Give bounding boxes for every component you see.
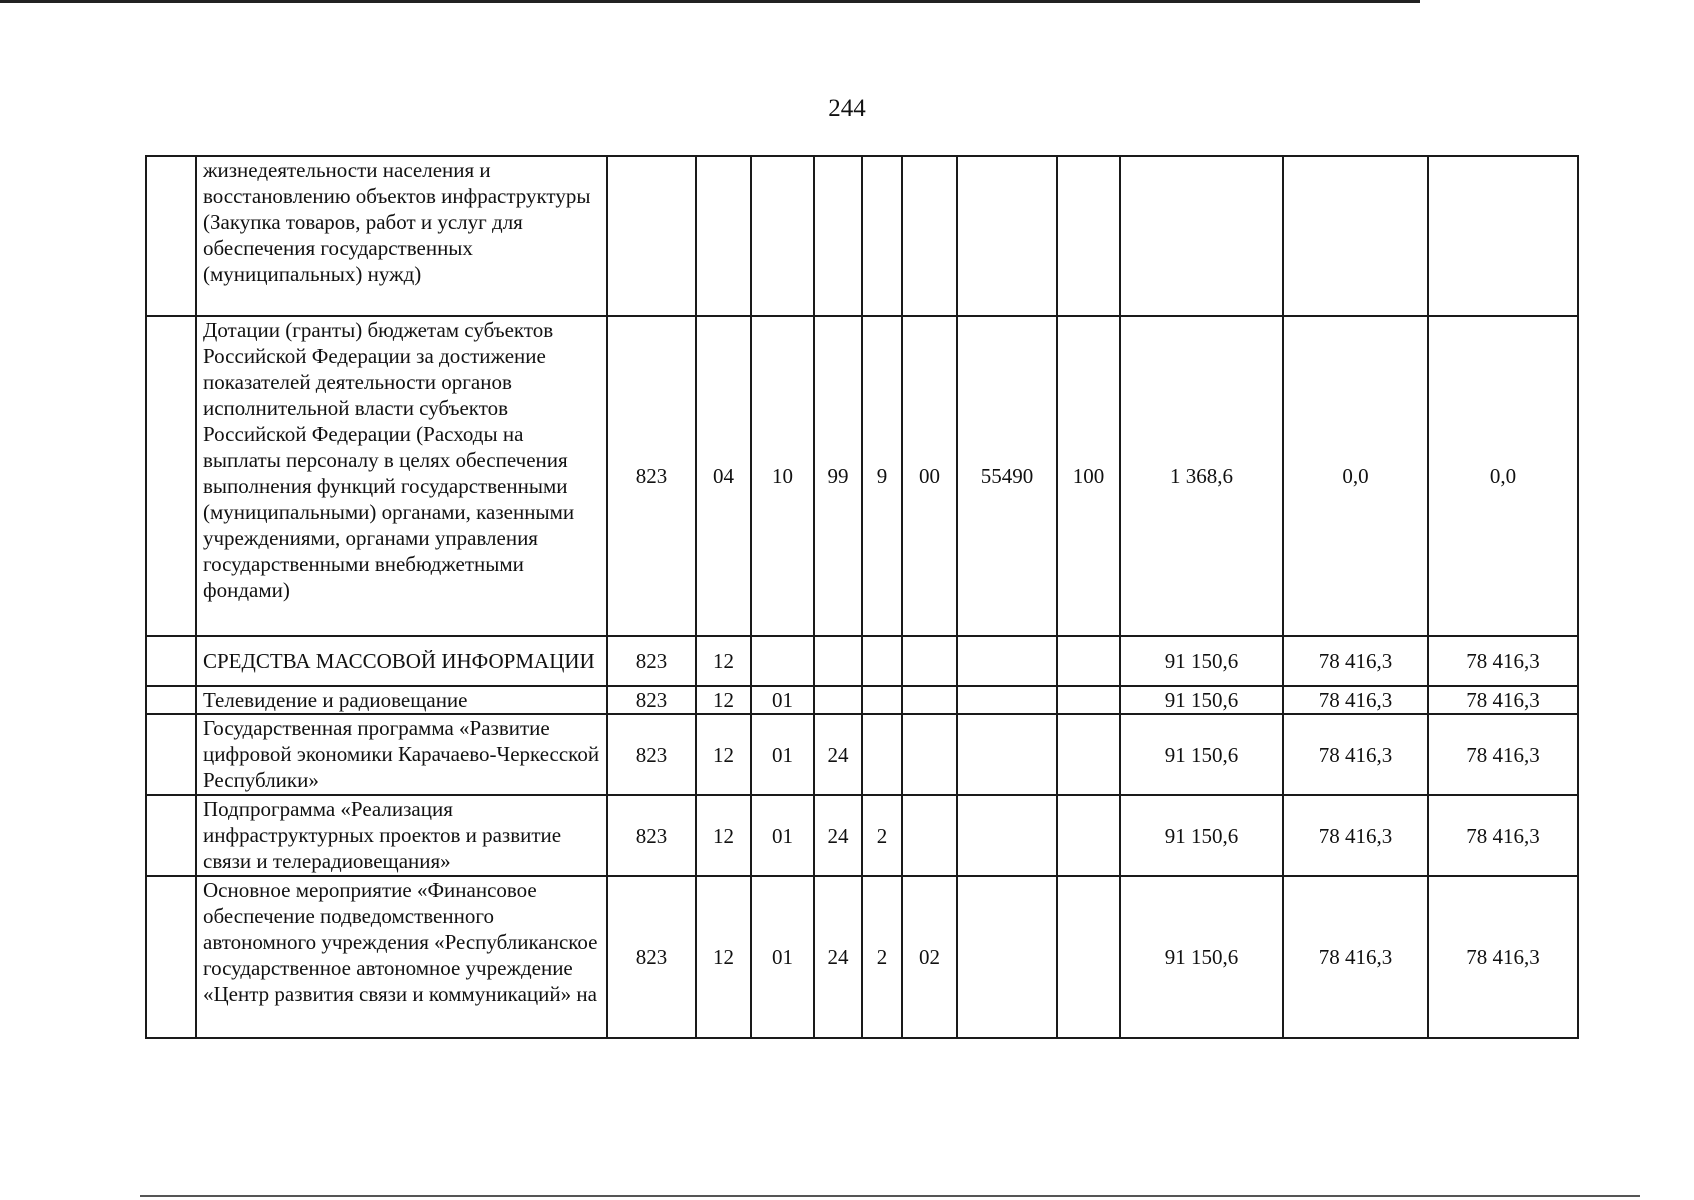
sum-year-3: 78 416,3 [1428,876,1578,1038]
sum-year-3: 0,0 [1428,316,1578,636]
sum-year-3: 78 416,3 [1428,636,1578,686]
table-row [146,316,1578,636]
ved-code: 823 [607,316,696,636]
sum-year-1: 91 150,6 [1120,686,1283,714]
expense-type-code [1057,795,1120,876]
sum-year-1: 91 150,6 [1120,795,1283,876]
sum-year-1: 91 150,6 [1120,714,1283,795]
direction-code [957,795,1057,876]
table-row [146,876,1578,1038]
expense-type-code: 100 [1057,316,1120,636]
subprogram-code [862,714,902,795]
section-code: 12 [696,876,751,1038]
sum-year-2: 78 416,3 [1283,795,1428,876]
index-cell [146,714,196,795]
item-name: Дотации (гранты) бюджетам субъектов Российской Федерации за достижение показателей деятельности органов исполнительной власти субъектов Российской Федерации (Расходы на выплаты персоналу в целях обеспечения выполнения функций государственными (муниципальными) органами, казенными учреждениями, органами управления государственными внебюджетными фондами) [196,316,607,636]
direction-code [957,876,1057,1038]
sum-year-3: 78 416,3 [1428,714,1578,795]
sum-year-3: 78 416,3 [1428,686,1578,714]
subprogram-code: 2 [862,795,902,876]
bottom-rule [140,1195,1640,1197]
sum-year-2: 78 416,3 [1283,876,1428,1038]
subsection-code [751,636,814,686]
sum-year-2: 0,0 [1283,316,1428,636]
program-code [814,686,862,714]
event-code: 00 [902,316,957,636]
budget-table [145,155,1579,1039]
expense-type-code [1057,876,1120,1038]
section-code: 12 [696,686,751,714]
program-code [814,636,862,686]
table-row [146,156,1578,316]
index-cell [146,636,196,686]
index-cell [146,795,196,876]
event-code [902,714,957,795]
sum-year-2: 78 416,3 [1283,714,1428,795]
section-code: 12 [696,636,751,686]
page-number: 244 [828,95,866,122]
event-code [902,636,957,686]
event-code [902,795,957,876]
ved-code: 823 [607,876,696,1038]
table-row [146,714,1578,795]
subprogram-code: 2 [862,876,902,1038]
item-name: Телевидение и радиовещание [196,686,607,714]
index-cell [146,876,196,1038]
sum-year-3: 78 416,3 [1428,795,1578,876]
expense-type-code [1057,686,1120,714]
section-code [696,156,751,316]
direction-code [957,714,1057,795]
ved-code: 823 [607,636,696,686]
top-rule [0,0,1420,3]
sum-year-1: 91 150,6 [1120,876,1283,1038]
index-cell [146,316,196,636]
subprogram-code: 9 [862,316,902,636]
event-code: 02 [902,876,957,1038]
program-code: 24 [814,876,862,1038]
subprogram-code [862,636,902,686]
sum-year-3 [1428,156,1578,316]
expense-type-code [1057,156,1120,316]
subsection-code: 01 [751,876,814,1038]
item-name: Подпрограмма «Реализация инфраструктурных проектов и развитие связи и телерадиовещания» [196,795,607,876]
direction-code: 55490 [957,316,1057,636]
direction-code [957,156,1057,316]
ved-code [607,156,696,316]
sum-year-2: 78 416,3 [1283,686,1428,714]
section-code: 12 [696,795,751,876]
table-row [146,636,1578,686]
section-code: 04 [696,316,751,636]
subsection-code [751,156,814,316]
expense-type-code [1057,636,1120,686]
subsection-code: 01 [751,686,814,714]
ved-code: 823 [607,714,696,795]
program-code [814,156,862,316]
subprogram-code [862,686,902,714]
section-code: 12 [696,714,751,795]
program-code: 99 [814,316,862,636]
sum-year-2 [1283,156,1428,316]
program-code: 24 [814,714,862,795]
subsection-code: 01 [751,795,814,876]
subsection-code: 10 [751,316,814,636]
event-code [902,686,957,714]
sum-year-1: 91 150,6 [1120,636,1283,686]
item-name: СРЕДСТВА МАССОВОЙ ИНФОРМАЦИИ [196,636,607,686]
item-name: жизнедеятельности населения и восстановлению объектов инфраструктуры (Закупка товаров, работ и услуг для обеспечения государственных (муниципальных) нужд) [196,156,607,316]
ved-code: 823 [607,795,696,876]
item-name: Государственная программа «Развитие цифровой экономики Карачаево-Черкесской Республики» [196,714,607,795]
index-cell [146,686,196,714]
direction-code [957,636,1057,686]
event-code [902,156,957,316]
item-name: Основное мероприятие «Финансовое обеспечение подведомственного автономного учреждения «Республиканское государственное автономное учреждение «Центр развития связи и коммуникаций» на [196,876,607,1038]
expense-type-code [1057,714,1120,795]
table-row [146,686,1578,714]
index-cell [146,156,196,316]
sum-year-2: 78 416,3 [1283,636,1428,686]
subsection-code: 01 [751,714,814,795]
subprogram-code [862,156,902,316]
program-code: 24 [814,795,862,876]
direction-code [957,686,1057,714]
sum-year-1 [1120,156,1283,316]
sum-year-1: 1 368,6 [1120,316,1283,636]
ved-code: 823 [607,686,696,714]
table-row [146,795,1578,876]
